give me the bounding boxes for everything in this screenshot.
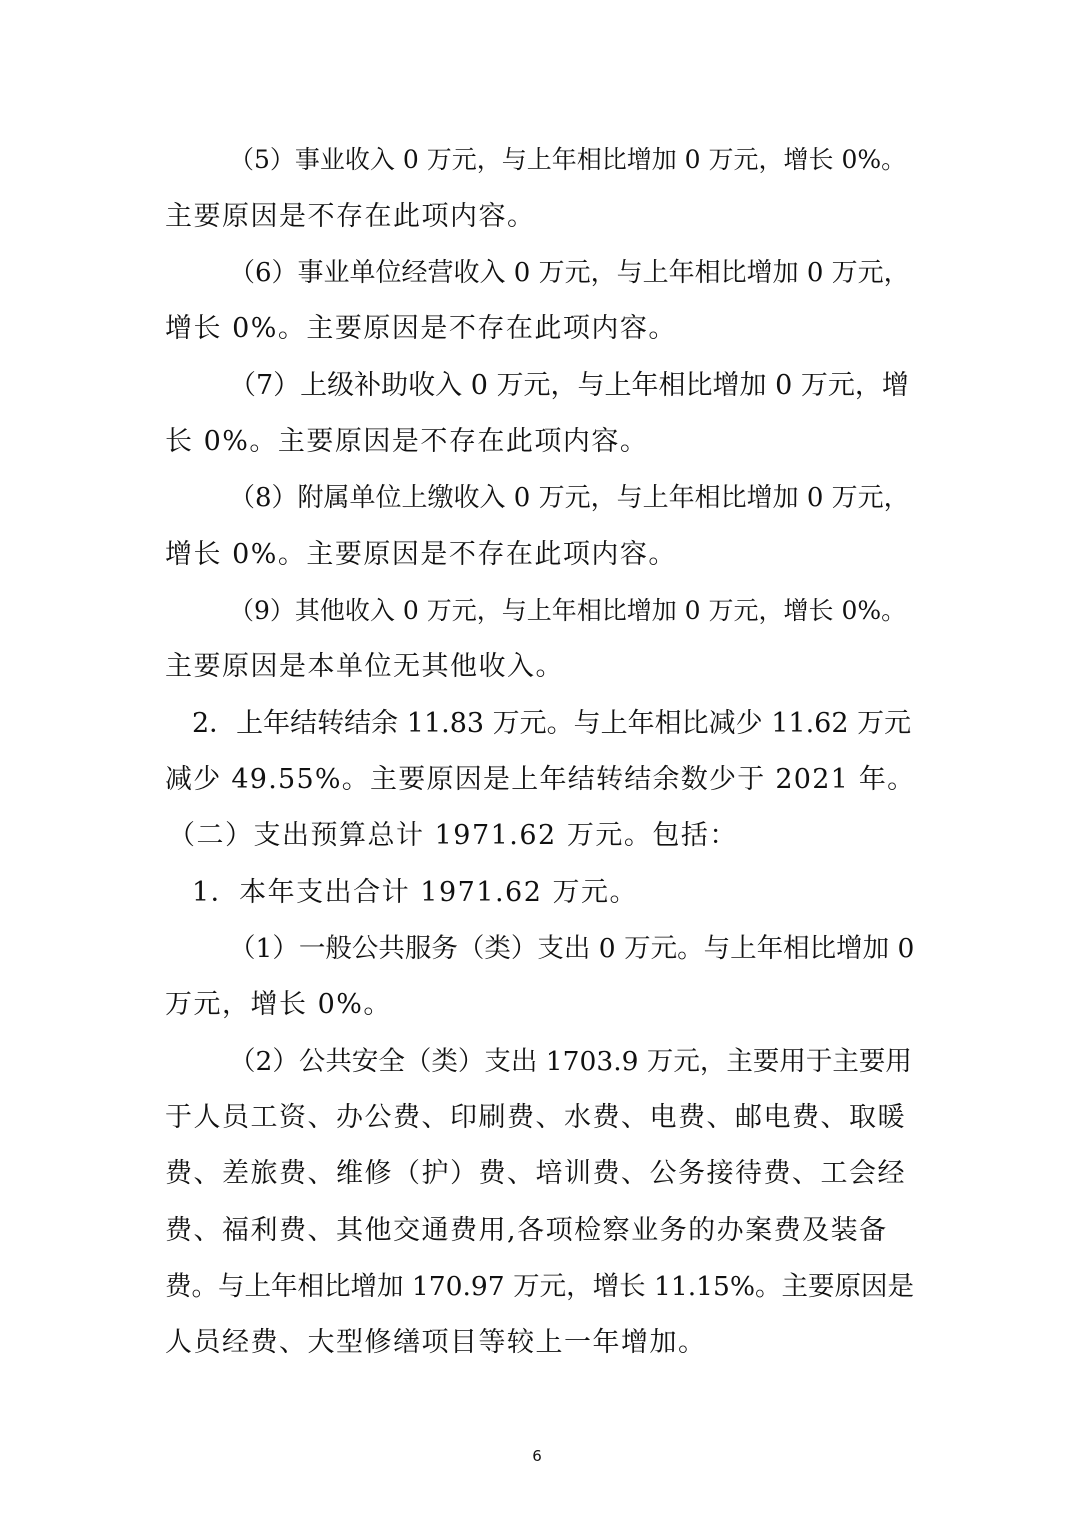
paragraph-line: 主要原因是本单位无其他收入。 [165,651,564,682]
paragraph-line: 主要原因是不存在此项内容。 [165,201,536,232]
paragraph-line: 于人员工资、办公费、印刷费、水费、电费、邮电费、取暖 [165,1102,906,1133]
paragraph-line: （6）事业单位经营收入 0 万元，与上年相比增加 0 万元， [229,258,910,288]
paragraph-line: 费、差旅费、维修（护）费、培训费、公务接待费、工会经 [165,1158,906,1189]
section-heading: （二）支出预算总计 1971.62 万元。包括： [168,820,738,851]
paragraph-line: 费。与上年相比增加 170.97 万元，增长 11.15%。主要原因是 [165,1271,915,1302]
paragraph-line: 增长 0%。主要原因是不存在此项内容。 [165,313,677,344]
paragraph-line: 万元，增长 0%。 [165,989,392,1020]
paragraph-line: （5）事业收入 0 万元，与上年相比增加 0 万元，增长 0%。 [229,145,907,174]
paragraph-line: 减少 49.55%。主要原因是上年结转结余数少于 2021 年。 [165,764,916,795]
paragraph-line: 1．本年支出合计 1971.62 万元。 [192,877,638,908]
paragraph-line: 人员经费、大型修缮项目等较上一年增加。 [165,1327,707,1358]
paragraph-line: 2．上年结转结余 11.83 万元。与上年相比减少 11.62 万元 [192,708,912,739]
paragraph-line: 长 0%。主要原因是不存在此项内容。 [165,426,649,457]
paragraph-line: （2）公共安全（类）支出 1703.9 万元，主要用于主要用 [229,1046,912,1077]
paragraph-line: 费、福利费、其他交通费用,各项检察业务的办案费及装备 [165,1215,888,1246]
paragraph-line: 增长 0%。主要原因是不存在此项内容。 [165,539,677,570]
paragraph-line: （1）一般公共服务（类）支出 0 万元。与上年相比增加 0 [229,933,915,964]
paragraph-line: （9）其他收入 0 万元，与上年相比增加 0 万元，增长 0%。 [229,596,907,625]
paragraph-line: （7）上级补助收入 0 万元，与上年相比增加 0 万元，增 [229,370,909,401]
page-number: 6 [532,1447,542,1465]
paragraph-line: （8）附属单位上缴收入 0 万元，与上年相比增加 0 万元， [229,483,910,513]
